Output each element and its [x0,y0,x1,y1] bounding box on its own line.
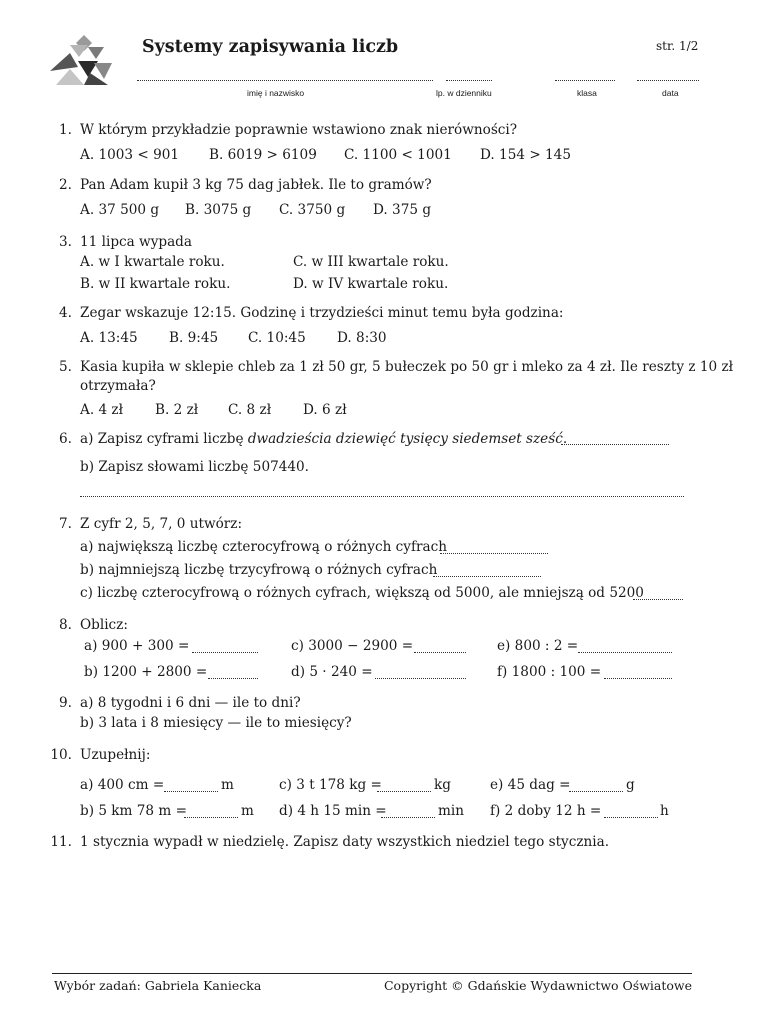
q10f-answer-field[interactable] [604,807,658,818]
footer-copyright: Copyright © Gdańskie Wydawnictwo Oświatowe [383,978,692,993]
q1-option-c[interactable]: C. 1100 < 1001 [344,147,452,163]
q10-c: c) 3 t 178 kg = [279,777,382,793]
q10a-answer-field[interactable] [164,781,218,792]
q2-option-d[interactable]: D. 375 g [373,202,432,218]
q8-b: b) 1200 + 2800 = [84,664,208,680]
question-6a: 6. a) Zapisz cyframi liczbę dwadzieścia dziewięć tysięcy siedemset sześć. [59,431,568,447]
class-label: klasa [577,88,597,98]
q6a-answer-field[interactable] [561,434,669,445]
footer-author: Wybór zadań: Gabriela Kaniecka [54,978,262,993]
number-label: lp. w dzienniku [436,88,492,98]
q7c-answer-field[interactable] [633,589,683,600]
q7b-answer-field[interactable] [433,566,541,577]
question-3: 3. 11 lipca wypada [59,234,192,250]
question-text: W którym przykładzie poprawnie wstawiono znak nierówności? [80,122,518,138]
page-number: str. 1/2 [656,39,699,53]
q8-c: c) 3000 − 2900 = [291,638,414,654]
question-2: 2. Pan Adam kupił 3 kg 75 dag jabłek. Ile to gramów? [59,177,432,193]
q8a-answer-field[interactable] [192,642,258,653]
q8e-answer-field[interactable] [578,642,672,653]
question-text: Zegar wskazuje 12:15. Godzinę i trzydzieści minut temu była godzina: [80,305,564,321]
question-4: 4. Zegar wskazuje 12:15. Godzinę i trzydzieści minut temu była godzina: [59,305,564,321]
question-5-cont: otrzymała? [80,378,156,394]
q2-option-a[interactable]: A. 37 500 g [80,202,160,218]
q7-c: c) liczbę czterocyfrową o różnych cyfrach, większą od 5000, ale mniejszą od 5200 [80,585,644,601]
q10-e: e) 45 dag = [490,777,571,793]
q10c-answer-field[interactable] [377,781,431,792]
question-6b: b) Zapisz słowami liczbę 507440. [80,459,310,475]
question-text: a) 8 tygodni i 6 dni — ile to dni? [80,695,301,711]
q10-f: f) 2 doby 12 h = [490,803,602,819]
q10e-answer-field[interactable] [569,781,623,792]
date-field[interactable] [637,70,699,81]
q3-option-c[interactable]: C. w III kwartale roku. [293,254,449,270]
q10d-unit: min [438,803,464,819]
q3-option-a[interactable]: A. w I kwartale roku. [80,254,225,270]
q10-d: d) 4 h 15 min = [279,803,387,819]
q9-b: b) 3 lata i 8 miesięcy — ile to miesięcy? [80,715,352,731]
question-text: 11 lipca wypada [80,234,192,250]
class-field[interactable] [555,70,615,81]
q8-d: d) 5 · 240 = [291,664,373,680]
question-9: 9. a) 8 tygodni i 6 dni — ile to dni? [59,695,301,711]
question-text: Uzupełnij: [80,747,151,763]
q8-f: f) 1800 : 100 = [497,664,602,680]
q4-option-b[interactable]: B. 9:45 [169,330,219,346]
question-10: 10. Uzupełnij: [50,747,151,763]
q8f-answer-field[interactable] [604,668,672,679]
q2-option-c[interactable]: C. 3750 g [279,202,346,218]
q10b-unit: m [241,803,254,819]
q7-b: b) najmniejszą liczbę trzycyfrową o różnych cyfrach [80,562,438,578]
q3-option-d[interactable]: D. w IV kwartale roku. [293,276,449,292]
q7a-answer-field[interactable] [440,543,548,554]
q8-e: e) 800 : 2 = [497,638,579,654]
question-7: 7. Z cyfr 2, 5, 7, 0 utwórz: [59,516,243,532]
q8b-answer-field[interactable] [208,668,258,679]
question-text: Z cyfr 2, 5, 7, 0 utwórz: [80,516,243,532]
q5-option-c[interactable]: C. 8 zł [228,402,272,418]
q1-option-b[interactable]: B. 6019 > 6109 [209,147,317,163]
q2-option-b[interactable]: B. 3075 g [185,202,252,218]
q5-option-a[interactable]: A. 4 zł [80,402,123,418]
q4-option-a[interactable]: A. 13:45 [80,330,138,346]
question-1: 1. W którym przykładzie poprawnie wstawiono znak nierówności? [59,122,518,138]
q1-option-a[interactable]: A. 1003 < 901 [80,147,180,163]
q8-a: a) 900 + 300 = [84,638,190,654]
q10-b: b) 5 km 78 m = [80,803,187,819]
date-label: data [662,88,679,98]
q10c-unit: kg [434,777,451,793]
question-11: 11. 1 stycznia wypadł w niedzielę. Zapisz daty wszystkich niedziel tego stycznia. [50,834,610,850]
q3-option-b[interactable]: B. w II kwartale roku. [80,276,231,292]
name-label: imię i nazwisko [247,88,305,98]
q10e-unit: g [626,777,635,793]
publisher-logo [48,33,114,89]
question-text: Oblicz: [80,617,128,633]
question-8: 8. Oblicz: [59,617,128,633]
q10f-unit: h [660,803,669,819]
q7-a: a) największą liczbę czterocyfrową o różnych cyfrach [80,539,447,555]
q8c-answer-field[interactable] [414,642,466,653]
q10a-unit: m [221,777,234,793]
q5-option-b[interactable]: B. 2 zł [155,402,199,418]
question-text: Kasia kupiła w sklepie chleb za 1 zł 50 gr, 5 bułeczek po 50 gr i mleko za 4 zł. Ile reszty z 10 zł [80,359,734,375]
page-title: Systemy zapisywania liczb [142,37,399,57]
q4-option-c[interactable]: C. 10:45 [248,330,306,346]
q6b-answer-field[interactable] [80,486,684,497]
q5-option-d[interactable]: D. 6 zł [303,402,347,418]
q10b-answer-field[interactable] [184,807,238,818]
q8d-answer-field[interactable] [375,668,466,679]
number-field[interactable] [446,70,492,81]
footer-rule [52,973,692,974]
question-text: Pan Adam kupił 3 kg 75 dag jabłek. Ile to gramów? [80,177,432,193]
q10-a: a) 400 cm = [80,777,165,793]
q1-option-d[interactable]: D. 154 > 145 [480,147,571,163]
question-5: 5. Kasia kupiła w sklepie chleb za 1 zł 50 gr, 5 bułeczek po 50 gr i mleko za 4 zł. Ile reszty z 10 zł [59,359,734,375]
name-field[interactable] [137,70,433,81]
q4-option-d[interactable]: D. 8:30 [337,330,387,346]
q10d-answer-field[interactable] [381,807,435,818]
question-text: 1 stycznia wypadł w niedzielę. Zapisz daty wszystkich niedziel tego stycznia. [80,834,610,850]
